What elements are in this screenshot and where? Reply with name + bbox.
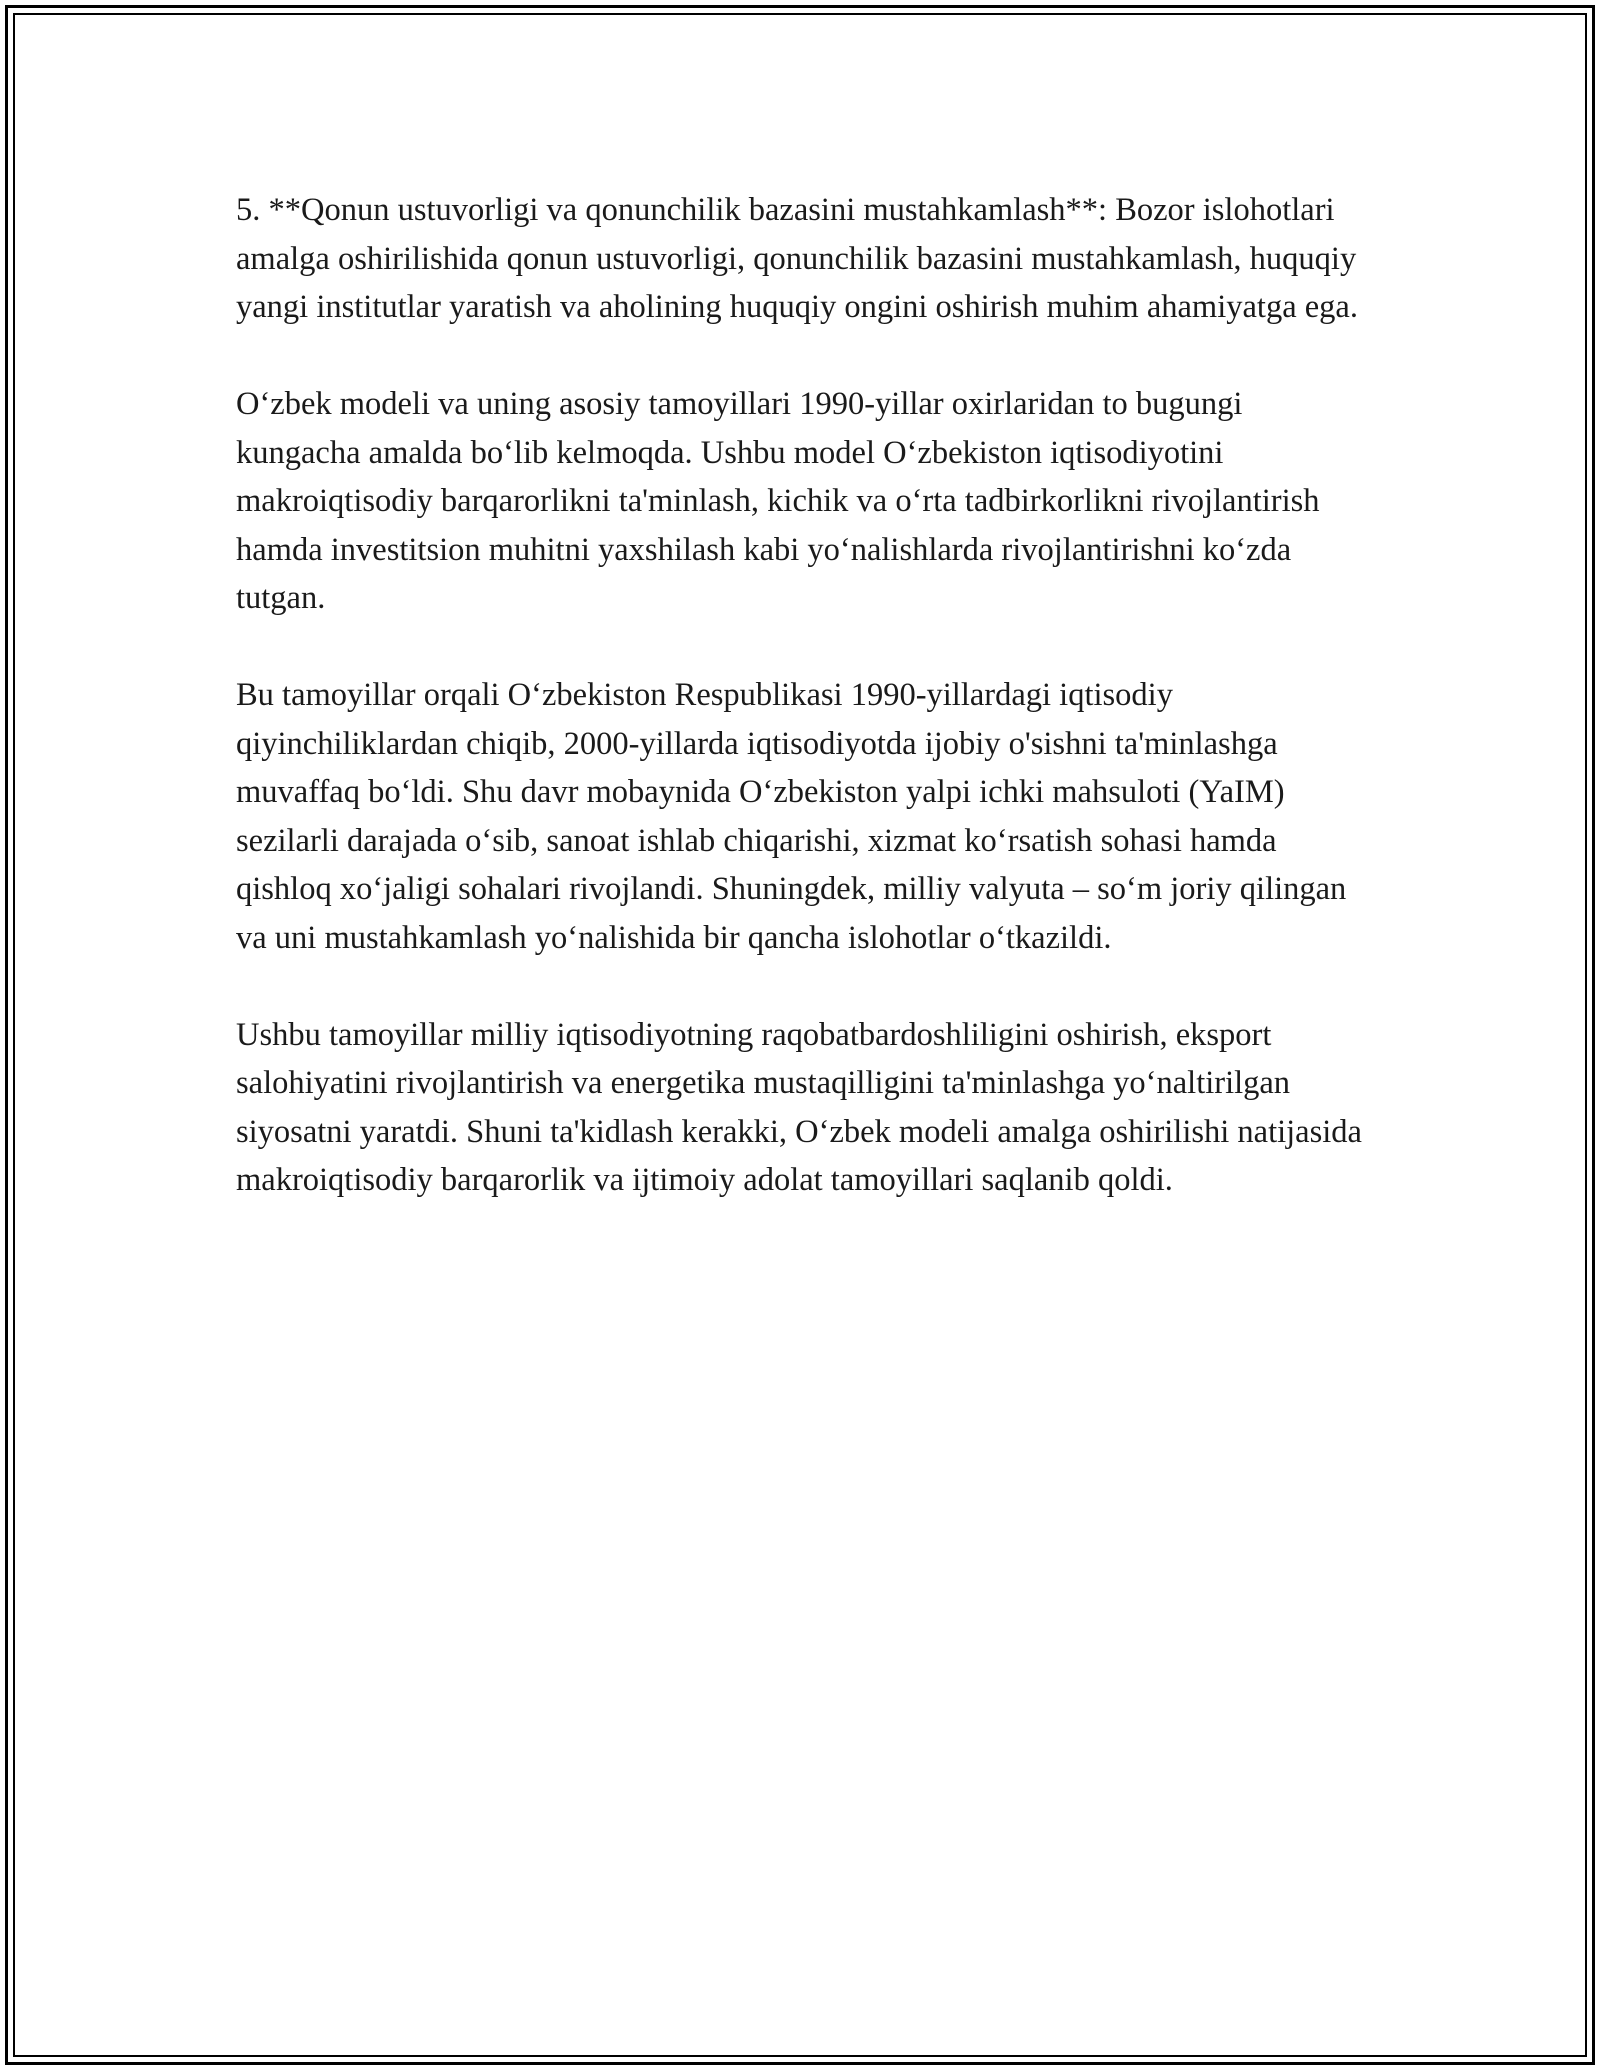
paragraph-rule-of-law: 5. **Qonun ustuvorligi va qonunchilik bazasini mustahkamlash**: Bozor islohotlari amalga oshirilishida qonun ustuvorligi, qonunchilik bazasini mustahkamlash, huquqiy yangi institutlar yaratish va aholining huquqiy ongini oshirish muhim ahamiyatga ega. [236, 192, 1358, 325]
document-body [236, 186, 1366, 1253]
paragraph-uzbek-model: O‘zbek modeli va uning asosiy tamoyillari 1990-yillar oxirlaridan to bugungi kungacha amalda bo‘lib kelmoqda. Ushbu model O‘zbekiston iqtisodiyotini makroiqtisodiy barqarorlikni ta'minlash, kichik va o‘rta tadbirkorlikni rivojlantirish hamda investitsion muhitni yaxshilash kabi yo‘nalishlarda rivojlantirishni ko‘zda tutgan. [236, 386, 1320, 616]
paragraph-competitiveness: Ushbu tamoyillar milliy iqtisodiyotning raqobatbardoshliligini oshirish, eksport salohiyatini rivojlantirish va energetika mustaqilligini ta'minlashga yo‘naltirilgan siyosatni yaratdi. Shuni ta'kidlash kerakki, O‘zbek modeli amalga oshirilishi natijasida makroiqtisodiy barqarorlik va ijtimoiy adolat tamoyillari saqlanib qoldi. [236, 1016, 1362, 1198]
paragraph-economic-growth: Bu tamoyillar orqali O‘zbekiston Respublikasi 1990-yillardagi iqtisodiy qiyinchiliklardan chiqib, 2000-yillarda iqtisodiyotda ijobiy o'sishni ta'minlashga muvaffaq bo‘ldi. Shu davr mobaynida O‘zbekiston yalpi ichki mahsuloti (YaIM) sezilarli darajada o‘sib, sanoat ishlab chiqarishi, xizmat ko‘rsatish sohasi hamda qishloq xo‘jaligi sohalari rivojlandi. Shuningdek, milliy valyuta – so‘m joriy qilingan va uni mustahkamlash yo‘nalishida bir qancha islohotlar o‘tkazildi. [236, 677, 1347, 956]
